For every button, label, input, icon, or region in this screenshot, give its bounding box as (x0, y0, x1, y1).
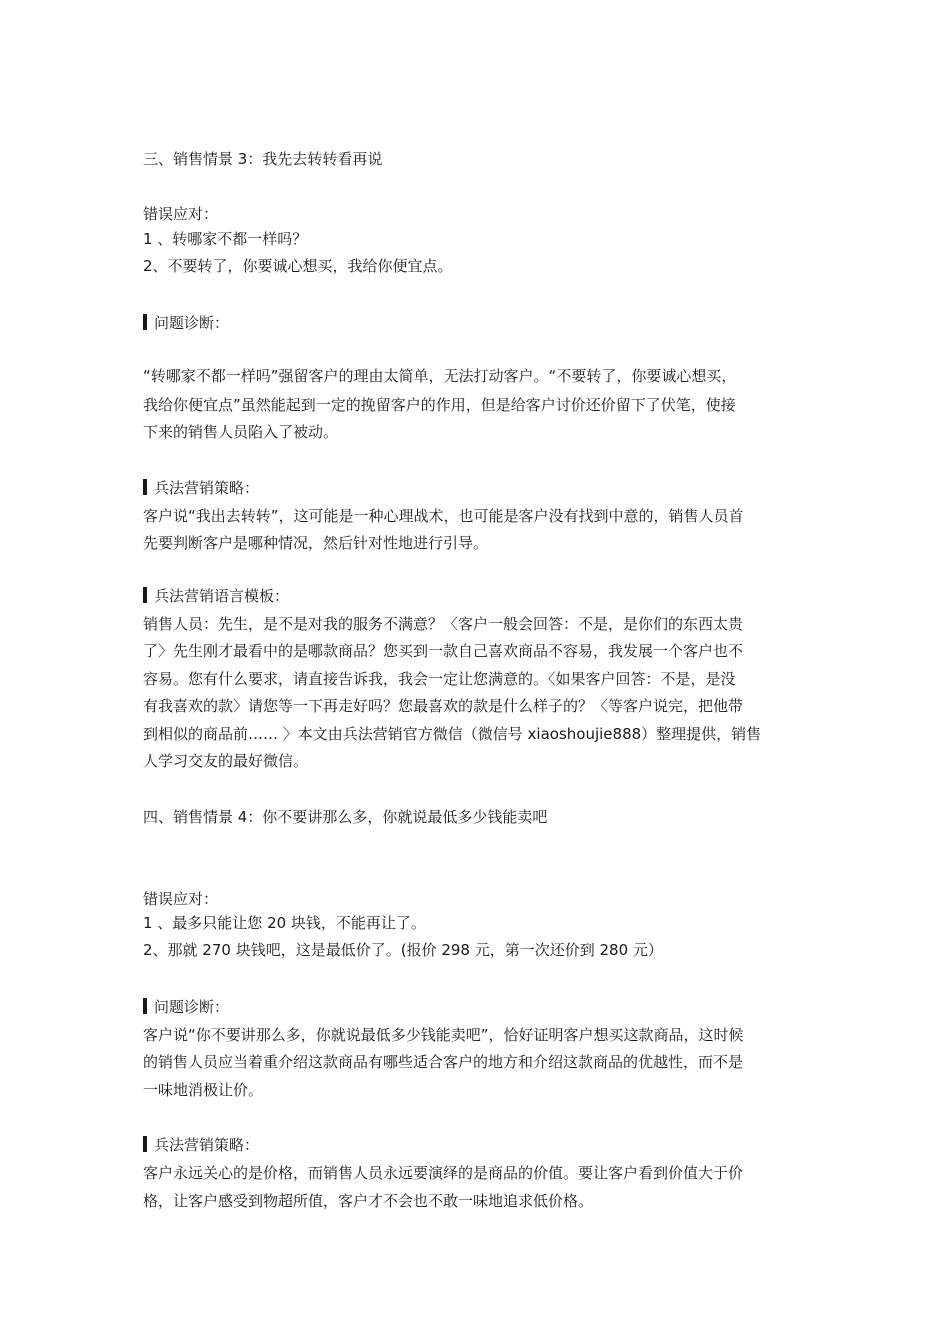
scene3-template-line: 了〉先生刚才最看中的是哪款商品？您买到一款自己喜欢商品不容易，我发展一个客户也不 (143, 642, 744, 660)
scene3-template-label: 兵法营销语言模板： (154, 587, 290, 605)
scene4-wrong-label: 错误应对： (143, 890, 219, 908)
heading-bar-icon (143, 479, 147, 495)
scene3-diagnosis-heading (143, 314, 229, 331)
scene3-strategy-line: 先要判断客户是哪种情况，然后针对性地进行引导。 (143, 534, 489, 552)
scene3-wrong-item-1: 1 、转哪家不都一样吗？ (143, 230, 308, 248)
scene4-diagnosis-label: 问题诊断： (154, 998, 230, 1016)
scene3-template-line: 容易。您有什么要求，请直接告诉我，我会一定让您满意的。〈如果客户回答：不是，是没 (143, 670, 736, 688)
scene3-template-line: 人学习交友的最好微信。 (143, 752, 309, 770)
scene3-diagnosis-label: 问题诊断： (154, 314, 230, 332)
scene3-wrong-item-2: 2、不要转了，你要诚心想买，我给你便宜点。 (143, 257, 453, 275)
scene3-diagnosis-line: 下来的销售人员陷入了被动。 (143, 423, 339, 441)
scene3-template-line: 有我喜欢的款〉请您等一下再走好吗？您最喜欢的款是什么样子的？〈等客户说完，把他带 (143, 697, 744, 715)
scene3-diagnosis-line: “转哪家不都一样吗”强留客户的理由太简单，无法打动客户。“不要转了，你要诚心想买， (143, 367, 737, 385)
scene4-strategy-line: 客户永远关心的是价格，而销售人员永远要演绎的是商品的价值。要让客户看到价值大于价 (143, 1164, 744, 1182)
scene4-diagnosis-heading (143, 998, 229, 1015)
scene3-strategy-label: 兵法营销策略： (154, 479, 260, 497)
scene3-template-line: 到相似的商品前…… 〉本文由兵法营销官方微信（微信号 xiaoshoujie888）整理提供，销售 (143, 725, 762, 743)
heading-bar-icon (143, 587, 147, 603)
heading-bar-icon (143, 1136, 147, 1152)
scene4-diagnosis-line: 的销售人员应当着重介绍这款商品有哪些适合客户的地方和介绍这款商品的优越性，而不是 (143, 1053, 744, 1071)
scene4-strategy-line: 格，让客户感受到物超所值，客户才不会也不敢一味地追求低价格。 (143, 1192, 594, 1210)
scene4-title: 四、销售情景 4：你不要讲那么多，你就说最低多少钱能卖吧 (143, 808, 548, 826)
scene4-strategy-label: 兵法营销策略： (154, 1136, 260, 1154)
scene4-wrong-item-2: 2、那就 270 块钱吧，这是最低价了。(报价 298 元，第一次还价到 280 元） (143, 941, 663, 959)
scene3-title: 三、销售情景 3：我先去转转看再说 (143, 150, 383, 168)
scene3-strategy-line: 客户说“我出去转转”，这可能是一种心理战术，也可能是客户没有找到中意的，销售人员首 (143, 507, 744, 525)
heading-bar-icon (143, 998, 147, 1014)
scene3-template-line: 销售人员：先生，是不是对我的服务不满意？〈客户一般会回答：不是，是你们的东西太贵 (143, 615, 744, 633)
scene4-strategy-heading (143, 1136, 259, 1153)
heading-bar-icon (143, 314, 147, 330)
scene3-strategy-heading (143, 479, 259, 496)
scene4-diagnosis-line: 一味地消极让价。 (143, 1081, 264, 1099)
scene4-diagnosis-line: 客户说“你不要讲那么多，你就说最低多少钱能卖吧”，恰好证明客户想买这款商品，这时候 (143, 1026, 744, 1044)
scene4-wrong-item-1: 1 、最多只能让您 20 块钱，不能再让了。 (143, 914, 426, 932)
scene3-diagnosis-line: 我给你便宜点”虽然能起到一定的挽留客户的作用，但是给客户讨价还价留下了伏笔，使接 (143, 396, 736, 414)
scene3-wrong-label: 错误应对： (143, 205, 219, 223)
scene3-template-heading (143, 587, 289, 604)
